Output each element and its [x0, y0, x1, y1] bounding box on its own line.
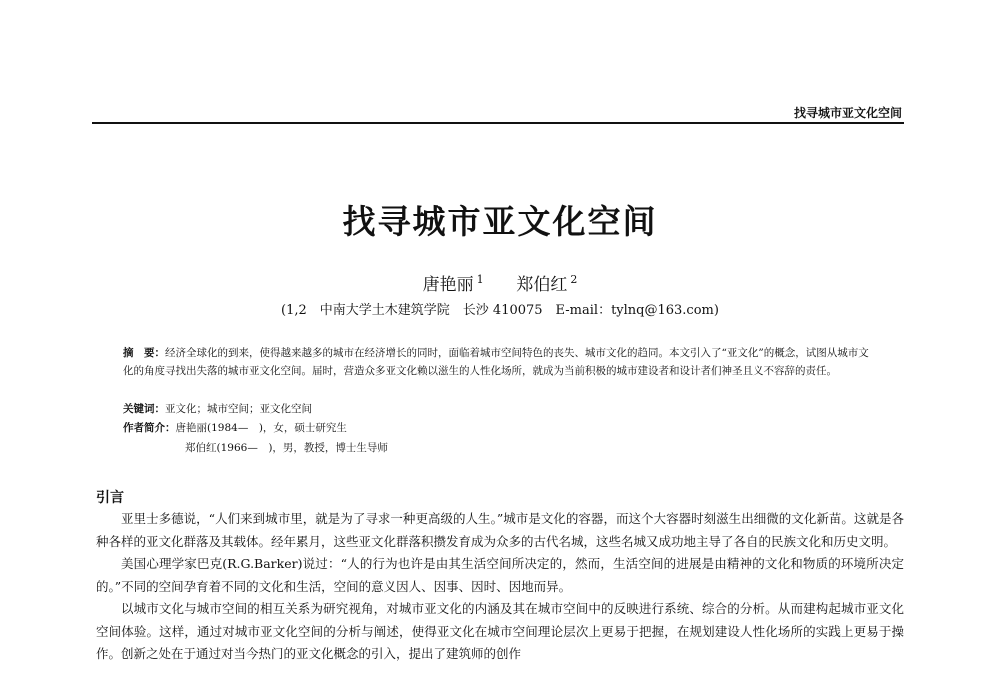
author-line	[0, 270, 1000, 295]
paper-title: 找寻城市亚文化空间	[342, 202, 658, 241]
author-info-label: 作者简介：	[123, 422, 176, 434]
author-info-line: 唐艳丽(1984— )，女，硕士研究生	[175, 422, 347, 434]
author-superscript: 1	[476, 273, 484, 286]
paragraph: 亚里士多德说，“人们来到城市里，就是为了寻求一种更高级的人生。”城市是文化的容器，而这个大容器时刻滋生出细微的文化新苗。这就是各种各样的亚文化群落及其载体。经年累月，这些亚文化群落积攒发育成为众多的古代名城，这些名城又成功地主导了各自的民族文化和历史文明。	[96, 511, 904, 549]
paragraph: 以城市文化与城市空间的相互关系为研究视角，对城市亚文化的内涵及其在城市空间中的反映进行系统、综合的分析。从而建构起城市亚文化空间体验。这样，通过对城市亚文化空间的分析与阐述，使得亚文化在城市空间理论层次上更易于把握，在规划建设人性化场所的实践上更易于操作。创新之处在于通过对当今热门的亚文化概念的引入，提出了建筑师的创作	[96, 601, 904, 661]
keywords-label: 关键词：	[123, 403, 165, 415]
keywords-text: 亚文化；城市空间；亚文化空间	[165, 403, 312, 415]
author-name: 郑伯红	[516, 275, 568, 295]
affiliation: (1,2 中南大学土木建筑学院 长沙 410075 E-mail：tylnq@163.com)	[281, 303, 719, 318]
abstract-label: 摘 要：	[123, 347, 165, 359]
author-info	[123, 420, 347, 435]
header-rule	[92, 122, 904, 124]
author-info-line-2: 郑伯红(1966— )，男，教授，博士生导师	[185, 442, 388, 454]
paragraph: 美国心理学家巴克(R.G.Barker)说过：“人的行为也许是由其生活空间所决定的，然而，生活空间的进展是由精神的文化和物质的环境所决定的。”不同的空间孕育着不同的文化和生活，空间的意义因人、因事、因时、因地而异。	[96, 556, 904, 594]
keywords	[123, 401, 312, 416]
running-head: 找寻城市亚文化空间	[793, 106, 902, 120]
section-heading: 引言	[96, 490, 124, 506]
abstract-text: 经济全球化的到来，使得越来越多的城市在经济增长的同时，面临着城市空间特色的丧失、城市文化的趋同。本文引入了“亚文化”的概念，试图从城市文化的角度寻找出失落的城市亚文化空间。届时，营造众多亚文化赖以滋生的人性化场所，就成为当前积极的城市建设者和设计者们神圣且义不容辞的责任。	[123, 347, 869, 377]
abstract	[123, 344, 875, 380]
author-name: 唐艳丽	[422, 275, 474, 295]
author-superscript: 2	[570, 273, 578, 286]
body-text	[96, 508, 904, 666]
